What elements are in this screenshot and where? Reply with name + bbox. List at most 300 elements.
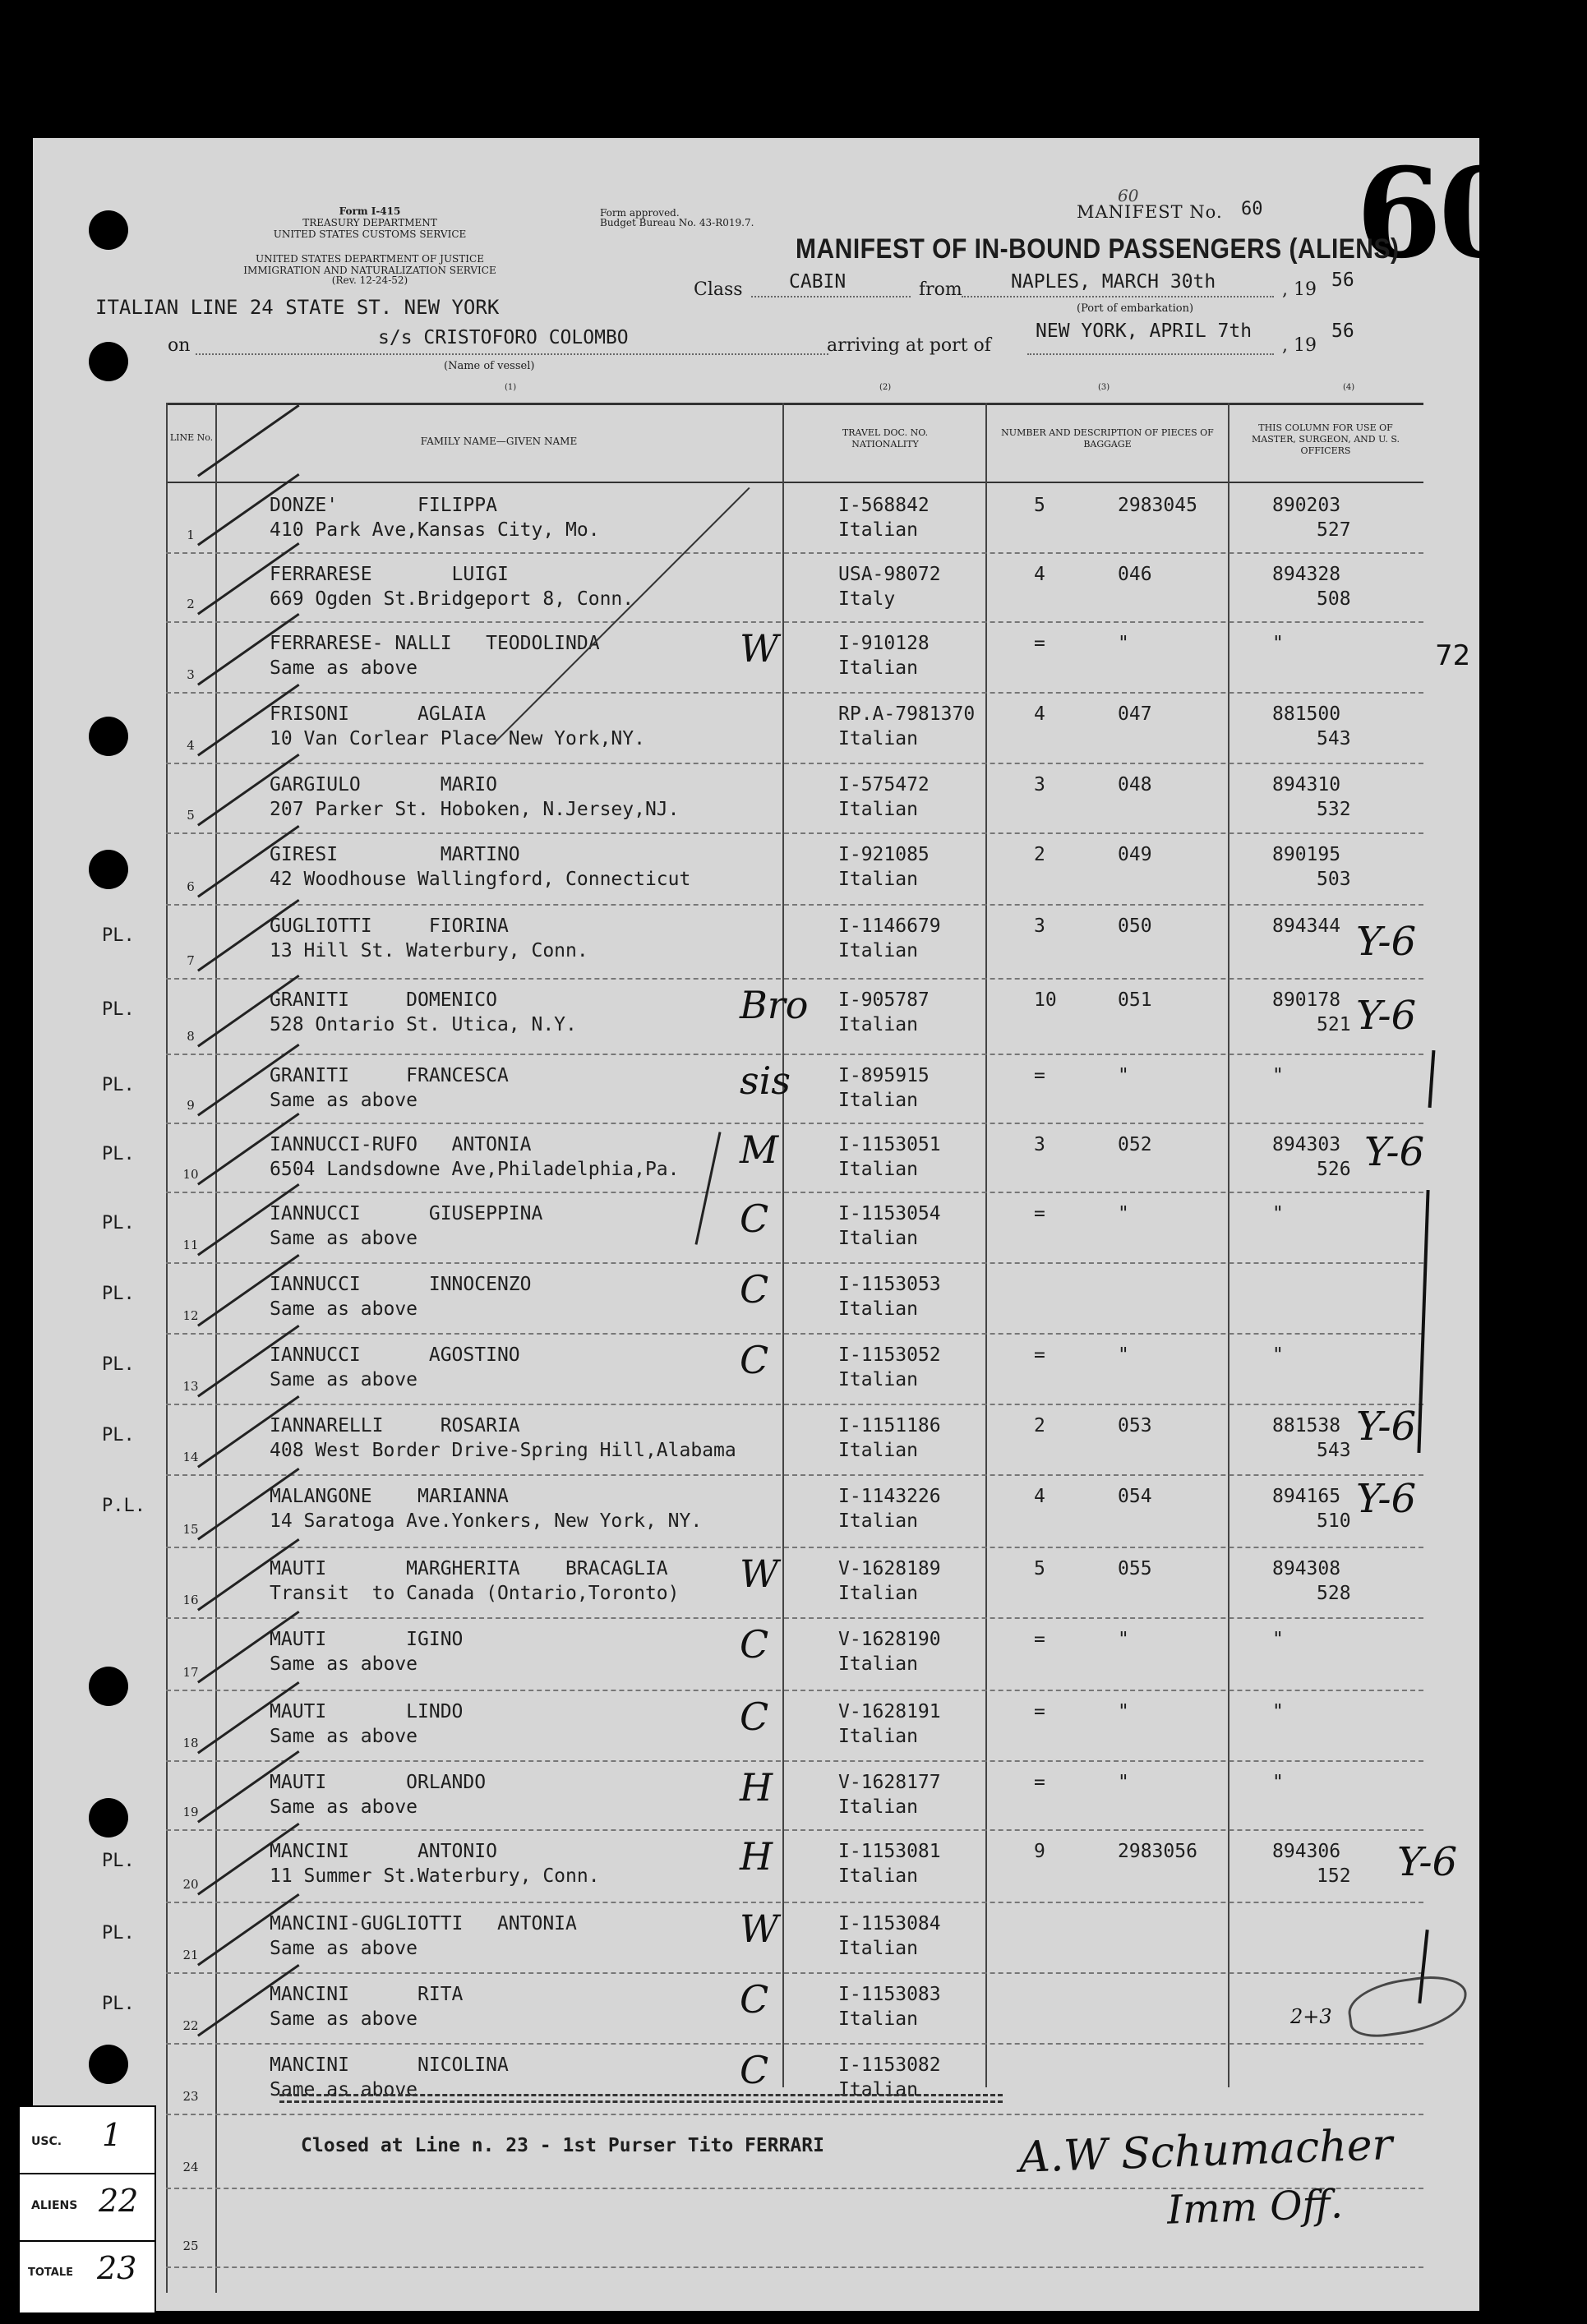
vertical-pen-stroke xyxy=(1428,1050,1436,1108)
passenger-name: GIRESI MARTINO xyxy=(270,844,520,865)
passenger-name: MANCINI RITA xyxy=(270,1984,464,2005)
stamp-total-label: TOTALE xyxy=(28,2266,74,2279)
punch-hole xyxy=(89,1667,128,1706)
travel-doc-number: I-1153083 xyxy=(838,1984,941,2005)
travel-doc-number: I-1146679 xyxy=(838,915,941,937)
pl-marker: PL. xyxy=(102,1144,135,1164)
officer-code: 894308 xyxy=(1272,1558,1341,1579)
punch-hole xyxy=(89,2045,128,2084)
line-no-header: LINE No. xyxy=(169,432,214,443)
table-top-border xyxy=(166,403,1423,405)
travel-doc-number: I-575472 xyxy=(838,774,930,795)
baggage-count: = xyxy=(1034,1344,1045,1366)
passenger-name: GRANITI DOMENICO xyxy=(270,989,497,1011)
row-divider xyxy=(166,1333,1423,1335)
travel-doc-number: V-1628189 xyxy=(838,1558,941,1579)
passenger-name: MAUTI MARGHERITA BRACAGLIA xyxy=(270,1558,668,1579)
bag-col-divider xyxy=(1228,403,1229,2087)
passenger-address: Same as above xyxy=(270,1369,418,1390)
passenger-name: GRANITI FRANCESCA xyxy=(270,1065,509,1086)
baggage-count: 4 xyxy=(1034,1486,1045,1507)
officer-code-2: 503 xyxy=(1317,869,1351,890)
officer-code-2: 528 xyxy=(1317,1583,1351,1604)
baggage-number: 2983056 xyxy=(1118,1841,1197,1862)
passenger-address: 14 Saratoga Ave.Yonkers, New York, NY. xyxy=(270,1510,703,1532)
pl-marker: PL. xyxy=(102,1923,135,1944)
punch-hole xyxy=(89,342,128,381)
manifest-number-typed: 60 xyxy=(1241,199,1263,219)
baggage-number: 053 xyxy=(1118,1415,1152,1436)
line-number: 6 xyxy=(187,879,195,894)
punch-hole xyxy=(89,717,128,756)
officer-code: 881500 xyxy=(1272,703,1341,725)
passenger-address: Same as above xyxy=(270,1228,418,1249)
closing-line-separator xyxy=(279,2094,1003,2096)
initials-scribble xyxy=(1345,1971,1471,2041)
passenger-name: MANCINI ANTONIO xyxy=(270,1841,497,1862)
baggage-header: NUMBER AND DESCRIPTION OF PIECES OF BAGGAGE xyxy=(1001,427,1214,450)
line-number: 4 xyxy=(187,738,195,753)
baggage-count: 4 xyxy=(1034,564,1045,585)
class-label: Class xyxy=(694,279,743,300)
nationality: Italian xyxy=(838,1014,918,1035)
officer-code: " xyxy=(1272,1203,1284,1224)
relation-mark: sis xyxy=(740,1058,791,1103)
officer-code-2: 508 xyxy=(1317,588,1351,610)
year-value-1: 56 xyxy=(1331,270,1354,291)
pl-marker: PL. xyxy=(102,1354,135,1375)
officer-code: " xyxy=(1272,633,1284,654)
manifest-page xyxy=(33,138,1521,2311)
pl-marker: PL. xyxy=(102,999,135,1020)
relation-mark: W xyxy=(740,626,779,671)
rev-label: (Rev. 12-24-52) xyxy=(331,274,408,286)
immigration-label: IMMIGRATION AND NATURALIZATION SERVICE xyxy=(243,265,496,276)
relation-mark: W xyxy=(740,1907,779,1951)
passenger-address: 10 Van Corlear Place New York,NY. xyxy=(270,728,645,749)
relation-mark: C xyxy=(740,1977,769,2022)
passenger-address: Same as above xyxy=(270,1298,418,1320)
officer-code: " xyxy=(1272,1629,1284,1650)
baggage-count: 5 xyxy=(1034,495,1045,516)
baggage-number: 051 xyxy=(1118,989,1152,1011)
baggage-count: 2 xyxy=(1034,1415,1045,1436)
vessel-name: s/s CRISTOFORO COLOMBO xyxy=(378,327,629,348)
treasury-label: TREASURY DEPARTMENT xyxy=(302,217,437,228)
passenger-address: 408 West Border Drive-Spring Hill,Alabama xyxy=(270,1440,736,1461)
line-number: 23 xyxy=(182,2089,199,2104)
officer-code: 890203 xyxy=(1272,495,1341,516)
travel-doc-number: I-910128 xyxy=(838,633,930,654)
pl-marker: PL. xyxy=(102,1425,135,1446)
row-divider xyxy=(166,978,1423,980)
baggage-number: 055 xyxy=(1118,1558,1152,1579)
manifest-number-label: MANIFEST No. xyxy=(1077,202,1223,222)
pl-marker: PL. xyxy=(102,1075,135,1095)
baggage-number: " xyxy=(1118,1065,1129,1086)
officer-note-y6: Y-6 xyxy=(1356,993,1417,1039)
from-label: from xyxy=(919,279,962,300)
company-name: ITALIAN LINE 24 STATE ST. NEW YORK xyxy=(95,296,500,319)
nationality: Italian xyxy=(838,869,918,890)
travel-doc-number: I-1153082 xyxy=(838,2054,941,2076)
row-divider xyxy=(166,904,1423,906)
line-number: 18 xyxy=(182,1736,199,1750)
baggage-number: 054 xyxy=(1118,1486,1152,1507)
line-number: 13 xyxy=(182,1379,199,1394)
baggage-number: " xyxy=(1118,1203,1129,1224)
line-number: 3 xyxy=(187,667,195,682)
passenger-name: IANNUCCI GIUSEPPINA xyxy=(270,1203,543,1224)
pl-marker: PL. xyxy=(102,1284,135,1304)
passenger-name: MANCINI NICOLINA xyxy=(270,2054,509,2076)
passenger-name: MANCINI-GUGLIOTTI ANTONIA xyxy=(270,1913,577,1934)
baggage-count: = xyxy=(1034,1701,1045,1722)
officer-code: 881538 xyxy=(1272,1415,1341,1436)
row-divider xyxy=(166,1829,1423,1831)
passenger-name: MAUTI LINDO xyxy=(270,1701,464,1722)
passenger-address: 669 Ogden St.Bridgeport 8, Conn. xyxy=(270,588,634,610)
nationality: Italian xyxy=(838,1938,918,1959)
relation-mark: C xyxy=(740,1695,769,1739)
travel-doc-number: V-1628177 xyxy=(838,1772,941,1793)
port-embark-label: (Port of embarkation) xyxy=(1077,302,1194,315)
passenger-name: GUGLIOTTI FIORINA xyxy=(270,915,509,937)
row-divider xyxy=(166,621,1423,623)
passenger-address: Same as above xyxy=(270,2079,418,2100)
stamp-usc-label: USC. xyxy=(31,2135,62,2148)
passenger-address: Same as above xyxy=(270,2008,418,2030)
officer-code-2: 527 xyxy=(1317,519,1351,541)
line-number: 15 xyxy=(182,1522,199,1537)
nationality: Italian xyxy=(838,2008,918,2030)
nationality: Italian xyxy=(838,519,918,541)
row-divider xyxy=(166,1690,1423,1691)
pl-marker: PL. xyxy=(102,1994,135,2014)
baggage-count: 3 xyxy=(1034,915,1045,937)
year-prefix-2: , 19 xyxy=(1282,335,1317,356)
pl-marker: P.L. xyxy=(102,1496,145,1516)
officer-code: 894303 xyxy=(1272,1134,1341,1155)
stamp-usc-value: 1 xyxy=(102,2117,122,2153)
passenger-name: MALANGONE MARIANNA xyxy=(270,1486,509,1507)
travel-doc-number: V-1628191 xyxy=(838,1701,941,1722)
passenger-address: 410 Park Ave,Kansas City, Mo. xyxy=(270,519,600,541)
passenger-name: MAUTI ORLANDO xyxy=(270,1772,487,1793)
row-divider xyxy=(166,1617,1423,1619)
diagonal-check-stroke xyxy=(197,975,300,1047)
row-divider xyxy=(166,692,1423,694)
baggage-count: = xyxy=(1034,1203,1045,1224)
baggage-number: " xyxy=(1118,1701,1129,1722)
line-number: 11 xyxy=(182,1238,199,1252)
stamp-total-value: 23 xyxy=(97,2250,137,2286)
travel-doc-number: I-921085 xyxy=(838,844,930,865)
form-number: Form I-415 xyxy=(339,205,401,217)
passenger-name: FERRARESE LUIGI xyxy=(270,564,509,585)
row-divider xyxy=(166,1404,1423,1405)
nationality: Italian xyxy=(838,799,918,820)
punch-hole xyxy=(89,1798,128,1838)
baggage-count: 10 xyxy=(1034,989,1057,1011)
line-number: 12 xyxy=(182,1308,199,1323)
baggage-number: 052 xyxy=(1118,1134,1152,1155)
baggage-count: 5 xyxy=(1034,1558,1045,1579)
passenger-address: Same as above xyxy=(270,1653,418,1675)
passenger-address: Same as above xyxy=(270,1938,418,1959)
nationality: Italian xyxy=(838,1090,918,1111)
arriving-label: arriving at port of xyxy=(827,335,991,356)
officer-code-2: 543 xyxy=(1317,728,1351,749)
travel-doc-number: I-1153054 xyxy=(838,1203,941,1224)
relation-mark: C xyxy=(740,1197,769,1241)
row-divider xyxy=(166,2114,1423,2115)
baggage-count: = xyxy=(1034,1772,1045,1793)
nationality: Italian xyxy=(838,1796,918,1818)
line-number: 5 xyxy=(187,808,195,823)
travel-doc-number: I-895915 xyxy=(838,1065,930,1086)
travel-doc-header: TRAVEL DOC. NO. NATIONALITY xyxy=(842,427,929,450)
officer-code-2: 543 xyxy=(1317,1440,1351,1461)
line-number: 10 xyxy=(182,1167,199,1182)
vessel-label: (Name of vessel) xyxy=(444,360,535,372)
officer-code: 894165 xyxy=(1272,1486,1341,1507)
officer-note-y6: Y-6 xyxy=(1397,1839,1458,1885)
line-number: 7 xyxy=(187,953,195,968)
doc-col-divider xyxy=(985,403,987,2087)
travel-doc-number: I-1151186 xyxy=(838,1415,941,1436)
col2-number: (2) xyxy=(879,383,892,392)
closing-line-text: Closed at Line n. 23 - 1st Purser Tito FERRARI xyxy=(301,2135,824,2156)
stamp-usc-row xyxy=(20,2112,155,2174)
col3-number: (3) xyxy=(1098,383,1110,392)
officer-code-2: 152 xyxy=(1317,1865,1351,1887)
baggage-count: 4 xyxy=(1034,703,1045,725)
passenger-name: IANNUCCI INNOCENZO xyxy=(270,1274,532,1295)
baggage-number: " xyxy=(1118,1772,1129,1793)
officer-note-y6: Y-6 xyxy=(1364,1129,1425,1175)
travel-doc-number: I-1153052 xyxy=(838,1344,941,1366)
nationality: Italian xyxy=(838,1159,918,1180)
stamp-aliens-value: 22 xyxy=(99,2183,139,2219)
stamp-total-row xyxy=(20,2242,155,2308)
row-divider xyxy=(166,1547,1423,1548)
baggage-count: = xyxy=(1034,1065,1045,1086)
passenger-address: 6504 Landsdowne Ave,Philadelphia,Pa. xyxy=(270,1159,680,1180)
passenger-address: 13 Hill St. Waterbury, Conn. xyxy=(270,940,588,961)
nationality: Italian xyxy=(838,1726,918,1747)
baggage-number: 048 xyxy=(1118,774,1152,795)
immigration-officer-signature: A.W Schumacher xyxy=(1018,2120,1394,2183)
line-number: 25 xyxy=(182,2239,199,2253)
row-divider xyxy=(166,552,1423,554)
relation-mark: W xyxy=(740,1552,779,1596)
travel-doc-number: I-568842 xyxy=(838,495,930,516)
relation-mark: H xyxy=(740,1834,773,1879)
travel-doc-number: I-1153081 xyxy=(838,1841,941,1862)
row-divider xyxy=(166,1902,1423,1903)
travel-doc-number: I-905787 xyxy=(838,989,930,1011)
officer-note-y6: Y-6 xyxy=(1356,1404,1417,1450)
col4-number: (4) xyxy=(1343,383,1355,392)
nationality: Italian xyxy=(838,940,918,961)
passenger-name: IANNARELLI ROSARIA xyxy=(270,1415,520,1436)
passenger-address: Same as above xyxy=(270,657,418,679)
officer-code: 894344 xyxy=(1272,915,1341,937)
officer-code: " xyxy=(1272,1772,1284,1793)
officer-code-2: 510 xyxy=(1317,1510,1351,1532)
passenger-address: Same as above xyxy=(270,1796,418,1818)
manifest-number-large: 60 xyxy=(1356,141,1521,286)
baggage-number: " xyxy=(1118,633,1129,654)
family-name-header: FAMILY NAME—GIVEN NAME xyxy=(420,436,578,447)
baggage-count: 9 xyxy=(1034,1841,1045,1862)
baggage-count: 2 xyxy=(1034,844,1045,865)
arriving-value: NEW YORK, APRIL 7th xyxy=(1036,320,1253,342)
top-pencil-number: 60 xyxy=(1118,186,1139,205)
justice-label: UNITED STATES DEPARTMENT OF JUSTICE xyxy=(256,253,484,265)
officer-code: 894310 xyxy=(1272,774,1341,795)
bracket-pen-stroke xyxy=(694,1132,721,1245)
passenger-address: Same as above xyxy=(270,1090,418,1111)
baggage-number: 2983045 xyxy=(1118,495,1197,516)
nationality: Italian xyxy=(838,1865,918,1887)
nationality: Italian xyxy=(838,2079,918,2100)
officer-code-2: 532 xyxy=(1317,799,1351,820)
line-number: 9 xyxy=(187,1098,195,1113)
nationality: Italian xyxy=(838,1369,918,1390)
budget-bureau: Budget Bureau No. 43-R019.7. xyxy=(600,217,754,228)
passenger-name: MAUTI IGINO xyxy=(270,1629,464,1650)
table-header-bottom xyxy=(166,482,1423,483)
form-approved: Form approved. xyxy=(600,207,680,219)
passenger-name: IANNUCCI-RUFO ANTONIA xyxy=(270,1134,532,1155)
from-value: NAPLES, MARCH 30th xyxy=(1011,271,1216,293)
passenger-address: 207 Parker St. Hoboken, N.Jersey,NJ. xyxy=(270,799,680,820)
passenger-address: Same as above xyxy=(270,1726,418,1747)
officer-code: " xyxy=(1272,1065,1284,1086)
line-number: 22 xyxy=(182,2018,199,2033)
passenger-name: GARGIULO MARIO xyxy=(270,774,497,795)
row-divider xyxy=(166,1123,1423,1124)
relation-mark: C xyxy=(740,1338,769,1382)
officer-note-y6: Y-6 xyxy=(1356,919,1417,965)
immigration-officer-title: Imm Off. xyxy=(1166,2181,1344,2234)
nationality: Italian xyxy=(838,657,918,679)
arriving-field xyxy=(1027,353,1274,355)
officer-code: " xyxy=(1272,1344,1284,1366)
row-divider xyxy=(166,2043,1423,2045)
travel-doc-number: RP.A-7981370 xyxy=(838,703,976,725)
travel-doc-number: I-1143226 xyxy=(838,1486,941,1507)
passenger-address: Transit to Canada (Ontario,Toronto) xyxy=(270,1583,680,1604)
baggage-count: 3 xyxy=(1034,1134,1045,1155)
stamp-aliens-row xyxy=(20,2174,155,2242)
travel-doc-number: I-1153053 xyxy=(838,1274,941,1295)
line-number: 21 xyxy=(182,1948,199,1962)
baggage-number: " xyxy=(1118,1629,1129,1650)
baggage-count: = xyxy=(1034,633,1045,654)
nationality: Italian xyxy=(838,1228,918,1249)
passenger-name: DONZE' FILIPPA xyxy=(270,495,497,516)
line-col-divider xyxy=(215,403,217,2293)
pl-marker: PL. xyxy=(102,1851,135,1871)
officers-header: THIS COLUMN FOR USE OF MASTER, SURGEON, AND U. S. OFFICERS xyxy=(1251,422,1400,456)
line-number: 16 xyxy=(182,1593,199,1607)
line-number: 17 xyxy=(182,1665,199,1680)
vertical-pen-stroke xyxy=(1417,1190,1429,1453)
on-label: on xyxy=(168,335,191,356)
passenger-address: 11 Summer St.Waterbury, Conn. xyxy=(270,1865,600,1887)
officer-code: 894328 xyxy=(1272,564,1341,585)
stamp-aliens-label: ALIENS xyxy=(31,2199,78,2212)
manifest-title: MANIFEST OF IN-BOUND PASSENGERS (ALIENS) xyxy=(796,233,1400,265)
vessel-field xyxy=(196,353,828,355)
baggage-count: = xyxy=(1034,1629,1045,1650)
travel-doc-number: I-1153051 xyxy=(838,1134,941,1155)
relation-mark: Bro xyxy=(740,983,809,1027)
class-field xyxy=(751,296,911,297)
passenger-name: IANNUCCI AGOSTINO xyxy=(270,1344,520,1366)
line-number: 19 xyxy=(182,1805,199,1819)
relation-mark: C xyxy=(740,1622,769,1667)
travel-doc-number: USA-98072 xyxy=(838,564,941,585)
from-field xyxy=(962,296,1274,297)
margin-note-72: 72 xyxy=(1435,639,1471,672)
row-divider xyxy=(166,1474,1423,1476)
passenger-name: FERRARESE- NALLI TEODOLINDA xyxy=(270,633,600,654)
pl-marker: PL. xyxy=(102,925,135,946)
baggage-number: 047 xyxy=(1118,703,1152,725)
row-divider xyxy=(166,1262,1423,1264)
pl-marker: PL. xyxy=(102,1213,135,1233)
relation-mark: C xyxy=(740,1267,769,1312)
punch-hole xyxy=(89,850,128,889)
baggage-number: 049 xyxy=(1118,844,1152,865)
baggage-number: 050 xyxy=(1118,915,1152,937)
line-number: 14 xyxy=(182,1450,199,1464)
passenger-address: 42 Woodhouse Wallingford, Connecticut xyxy=(270,869,691,890)
passenger-name: FRISONI AGLAIA xyxy=(270,703,487,725)
year-prefix-1: , 19 xyxy=(1282,279,1317,300)
closing-line-separator xyxy=(279,2100,1003,2103)
nationality: Italian xyxy=(838,1510,918,1532)
row-divider xyxy=(166,1760,1423,1762)
row-divider xyxy=(166,832,1423,834)
line-number: 8 xyxy=(187,1029,195,1044)
officer-code-2: 521 xyxy=(1317,1014,1351,1035)
passenger-address: 528 Ontario St. Utica, N.Y. xyxy=(270,1014,577,1035)
row-divider xyxy=(166,1054,1423,1055)
line-number: 2 xyxy=(187,597,195,611)
baggage-count: 3 xyxy=(1034,774,1045,795)
officer-code: 890195 xyxy=(1272,844,1341,865)
nationality: Italian xyxy=(838,1583,918,1604)
class-value: CABIN xyxy=(789,271,847,293)
relation-mark: C xyxy=(740,2048,769,2092)
count-stamp xyxy=(18,2105,156,2314)
relation-mark: H xyxy=(740,1765,773,1810)
officer-code: " xyxy=(1272,1701,1284,1722)
row-divider xyxy=(166,2266,1423,2268)
travel-doc-number: V-1628190 xyxy=(838,1629,941,1650)
row-divider xyxy=(166,1972,1423,1974)
year-value-2: 56 xyxy=(1331,320,1354,342)
col1-number: (1) xyxy=(505,383,517,392)
officer-code-2: 526 xyxy=(1317,1159,1351,1180)
table-left-border xyxy=(166,403,168,2293)
nationality: Italian xyxy=(838,1653,918,1675)
